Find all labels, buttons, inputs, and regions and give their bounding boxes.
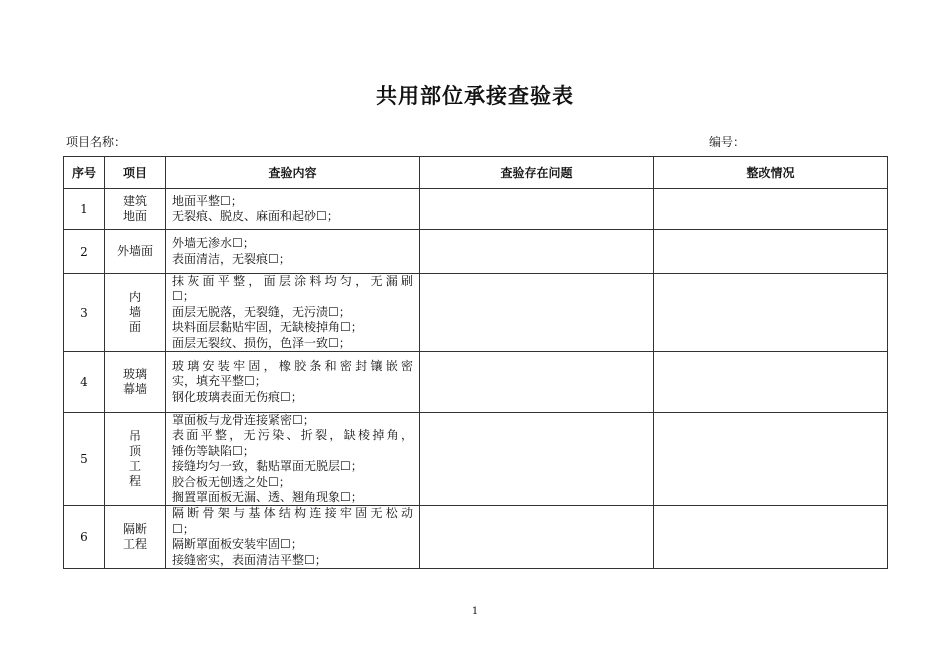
row-item-name	[105, 352, 166, 413]
content-line: 玻璃安装牢固，橡胶条和密封镶嵌密	[172, 358, 413, 373]
item-name-line: 地面	[122, 209, 147, 223]
content-line: 隔断骨架与基体结构连接牢固无松动	[172, 506, 413, 521]
content-line: 搁置罩面板无漏、透、翘角现象☐；	[172, 490, 363, 505]
row-item-name	[105, 413, 166, 506]
row-item-name	[105, 230, 166, 274]
header-inspection-content: 查验内容	[166, 157, 420, 189]
content-line: 隔断罩面板安装牢固☐；	[172, 537, 303, 552]
row-inspection-content	[166, 506, 420, 569]
row-item-name	[105, 189, 166, 230]
content-line: 接缝密实，表面清洁平整☐；	[172, 552, 327, 567]
content-line: 钢化玻璃表面无伤痕☐；	[172, 389, 303, 404]
content-line: 块料面层黏贴牢固，无缺棱掉角☐；	[172, 320, 363, 335]
row-rectification-cell[interactable]	[654, 189, 888, 230]
table-row	[64, 506, 888, 569]
row-problems-cell[interactable]	[420, 274, 654, 352]
row-serial-no: 4	[64, 352, 105, 413]
item-name-line: 墙	[128, 305, 141, 320]
project-name-label: 项目名称：	[66, 135, 127, 149]
table-row	[64, 274, 888, 352]
row-serial-no: 5	[64, 413, 105, 506]
row-serial-no: 6	[64, 506, 105, 569]
item-name-line: 程	[128, 474, 141, 489]
row-rectification-cell[interactable]	[654, 413, 888, 506]
row-problems-cell[interactable]	[420, 352, 654, 413]
table-row	[64, 352, 888, 413]
content-line: 锤伤等缺陷☐；	[172, 443, 255, 458]
serial-number-label: 编号：	[709, 135, 746, 149]
row-rectification-cell[interactable]	[654, 274, 888, 352]
row-serial-no: 1	[64, 189, 105, 230]
item-name-line: 吊	[128, 429, 141, 444]
content-line: 抹灰面平整，面层涂料均匀，无漏刷	[172, 274, 413, 288]
page-title: 共用部位承接查验表	[376, 84, 574, 108]
row-inspection-content	[166, 189, 420, 230]
row-rectification-cell[interactable]	[654, 230, 888, 274]
header-serial-no: 序号	[64, 157, 105, 189]
content-line: 无裂痕、脱皮、麻面和起砂☐；	[172, 209, 339, 223]
item-name-line: 面	[128, 320, 141, 335]
item-name-line: 工	[128, 459, 141, 474]
content-line: ☐；	[172, 521, 195, 536]
row-item-name	[105, 274, 166, 352]
content-line: 表面清洁，无裂痕☐；	[172, 251, 291, 266]
row-inspection-content	[166, 230, 420, 274]
row-problems-cell[interactable]	[420, 189, 654, 230]
header-rectification: 整改情况	[654, 157, 888, 189]
table-header-row	[64, 157, 888, 189]
item-name-line: 内	[128, 290, 141, 305]
item-name-line: 外墙面	[116, 244, 153, 258]
table-row	[64, 413, 888, 506]
content-line: 地面平整☐；	[172, 193, 243, 208]
content-line: ☐；	[172, 289, 195, 304]
row-serial-no: 3	[64, 274, 105, 352]
row-problems-cell[interactable]	[420, 506, 654, 569]
row-item-name	[105, 506, 166, 569]
item-name-line: 建筑	[122, 194, 147, 208]
row-inspection-content	[166, 413, 420, 506]
header-item: 项目	[105, 157, 166, 189]
header-problems-found: 查验存在问题	[420, 157, 654, 189]
content-line: 胶合板无刨透之处☐；	[172, 474, 291, 489]
row-serial-no: 2	[64, 230, 105, 274]
item-name-line: 玻璃	[122, 367, 147, 382]
content-line: 外墙无渗水☐；	[172, 236, 255, 251]
row-inspection-content	[166, 274, 420, 352]
content-line: 面层无裂纹、损伤，色泽一致☐；	[172, 335, 351, 350]
row-inspection-content	[166, 352, 420, 413]
inspection-table	[63, 156, 888, 569]
content-line: 表面平整，无污染、折裂，缺棱掉角，	[172, 428, 413, 443]
table-row	[64, 189, 888, 230]
page-number: 1	[471, 606, 479, 617]
row-rectification-cell[interactable]	[654, 506, 888, 569]
content-line: 实，填充平整☐；	[172, 374, 267, 389]
table-row	[64, 230, 888, 274]
item-name-line: 幕墙	[122, 382, 147, 397]
row-problems-cell[interactable]	[420, 230, 654, 274]
item-name-line: 隔断	[122, 522, 147, 537]
item-name-line: 工程	[122, 537, 147, 552]
row-rectification-cell[interactable]	[654, 352, 888, 413]
item-name-line: 顶	[128, 444, 141, 459]
content-line: 接缝均匀一致，黏贴罩面无脱层☐；	[172, 459, 363, 474]
row-problems-cell[interactable]	[420, 413, 654, 506]
content-line: 面层无脱落，无裂缝，无污渍☐；	[172, 304, 351, 319]
content-line: 罩面板与龙骨连接紧密☐；	[172, 413, 315, 428]
